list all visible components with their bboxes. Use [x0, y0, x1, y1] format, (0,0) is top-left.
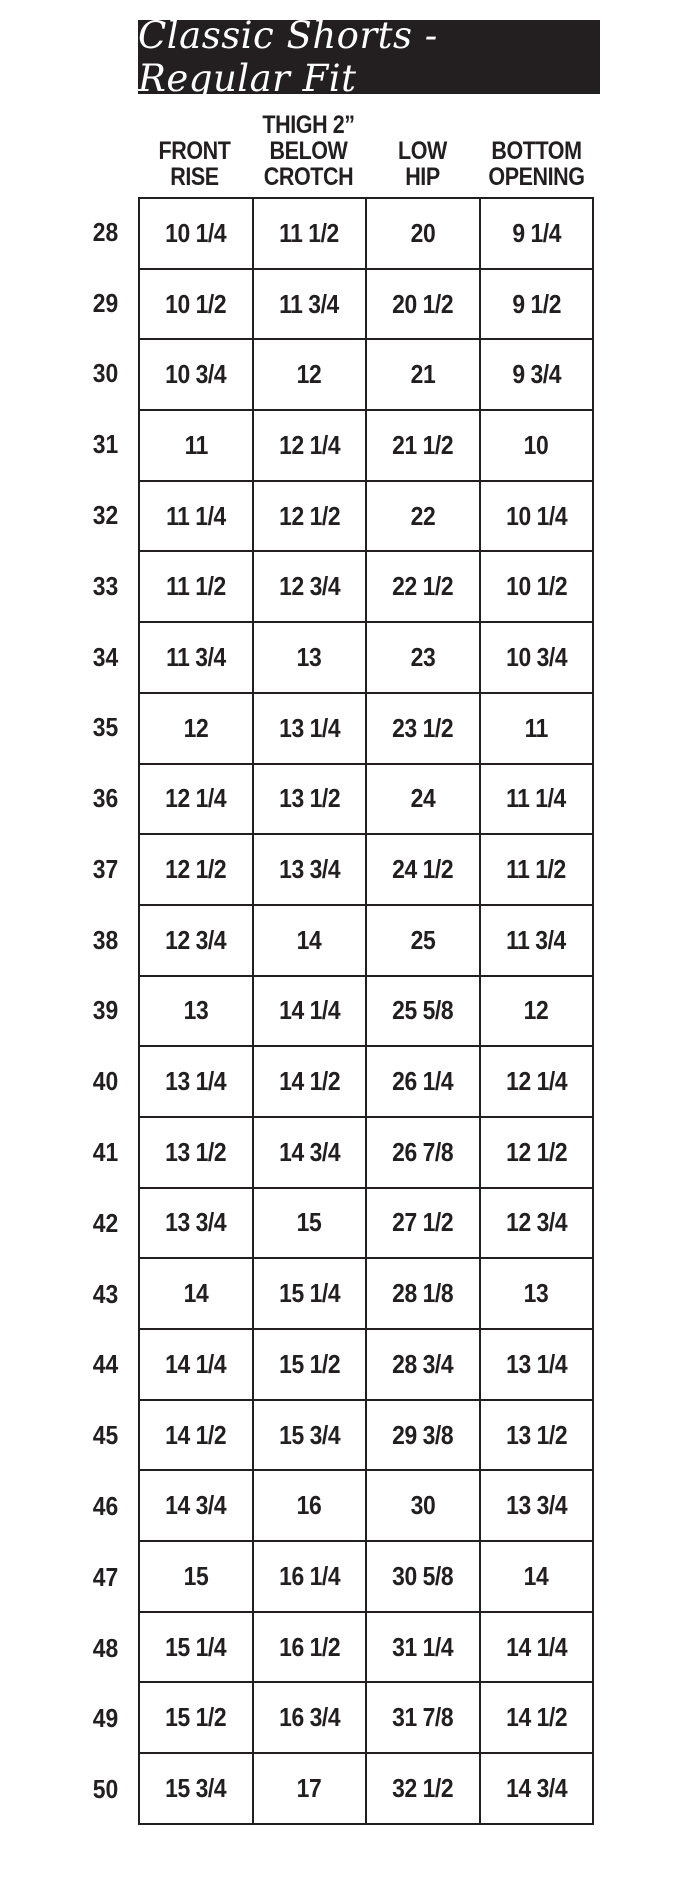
cell-value: 13: [183, 995, 209, 1026]
cell-bottom-opening: [480, 1117, 594, 1188]
cell-value: 11 1/2: [279, 217, 340, 248]
size-label-text: 49: [92, 1703, 118, 1734]
size-label-text: 35: [92, 712, 118, 743]
size-label: [80, 976, 130, 1047]
cell-value: 16: [296, 1490, 322, 1521]
cell-value: 24: [410, 783, 436, 814]
size-label: [80, 834, 130, 905]
cell-front-rise: [139, 1046, 253, 1117]
cell-value: 14 3/4: [505, 1773, 567, 1804]
cell-value: 14: [183, 1278, 209, 1309]
cell-value: 23: [410, 641, 436, 672]
size-label: [80, 905, 130, 976]
table-row: [139, 339, 593, 410]
cell-value: 21: [410, 359, 436, 390]
cell-value: 14 1/4: [278, 995, 340, 1026]
table-row: [139, 1046, 593, 1117]
table-row: [139, 622, 593, 693]
cell-thigh: [253, 1117, 367, 1188]
cell-front-rise: [139, 339, 253, 410]
cell-front-rise: [139, 1400, 253, 1471]
cell-value: 12: [296, 359, 322, 390]
cell-thigh: [253, 1400, 367, 1471]
size-label-text: 34: [92, 641, 118, 672]
cell-value: 12 1/2: [278, 500, 340, 531]
cell-value: 26 7/8: [392, 1136, 454, 1167]
cell-value: 12 1/4: [278, 429, 340, 460]
cell-value: 13 1/4: [278, 712, 340, 743]
cell-front-rise: [139, 198, 253, 269]
table-row: [139, 269, 593, 340]
cell-thigh: [253, 1258, 367, 1329]
cell-value: 15 1/2: [278, 1348, 340, 1379]
table-row: [139, 481, 593, 552]
cell-value: 15 3/4: [278, 1419, 340, 1450]
cell-thigh: [253, 1541, 367, 1612]
cell-value: 15 1/4: [165, 1631, 227, 1662]
chart-title: Classic Shorts - Regular Fit: [138, 14, 438, 100]
cell-bottom-opening: [480, 269, 594, 340]
size-label-text: 33: [92, 570, 118, 601]
cell-value: 22 1/2: [392, 571, 454, 602]
cell-low-hip: [366, 1682, 480, 1753]
cell-value: 14 1/2: [278, 1066, 340, 1097]
cell-low-hip: [366, 764, 480, 835]
table-row: [139, 1753, 593, 1824]
cell-value: 14 1/4: [165, 1348, 227, 1379]
column-header-low-hip: LOW HIP: [398, 137, 447, 191]
cell-value: 13 1/4: [165, 1066, 227, 1097]
cell-value: 12 3/4: [278, 571, 340, 602]
table-row: [139, 1188, 593, 1259]
cell-value: 9 1/2: [511, 288, 561, 319]
cell-thigh: [253, 1329, 367, 1400]
cell-front-rise: [139, 1258, 253, 1329]
size-label: [80, 1683, 130, 1754]
cell-bottom-opening: [480, 764, 594, 835]
cell-value: 32 1/2: [392, 1773, 454, 1804]
cell-value: 16 3/4: [278, 1702, 340, 1733]
column-header-front-rise: FRONT RISE: [158, 137, 231, 191]
cell-front-rise: [139, 1682, 253, 1753]
size-label: [80, 480, 130, 551]
cell-thigh: [253, 551, 367, 622]
cell-value: 30 5/8: [392, 1560, 454, 1591]
cell-value: 10 1/2: [505, 571, 567, 602]
cell-low-hip: [366, 1188, 480, 1259]
size-label: [80, 1754, 130, 1825]
cell-value: 25: [410, 924, 436, 955]
cell-thigh: [253, 622, 367, 693]
size-label-text: 47: [92, 1561, 118, 1592]
cell-front-rise: [139, 834, 253, 905]
size-label: [80, 1046, 130, 1117]
size-label-text: 41: [92, 1137, 118, 1168]
size-label-text: 31: [92, 429, 118, 460]
cell-value: 14 1/2: [505, 1702, 567, 1733]
cell-value: 10 3/4: [505, 641, 567, 672]
cell-thigh: [253, 764, 367, 835]
cell-bottom-opening: [480, 1541, 594, 1612]
cell-thigh: [253, 1682, 367, 1753]
table-row: [139, 976, 593, 1047]
cell-value: 11 1/2: [506, 854, 567, 885]
cell-value: 31 7/8: [392, 1702, 454, 1733]
cell-low-hip: [366, 1400, 480, 1471]
cell-value: 13 1/2: [278, 783, 340, 814]
cell-low-hip: [366, 1541, 480, 1612]
size-chart-table: [138, 197, 594, 1825]
cell-bottom-opening: [480, 1612, 594, 1683]
cell-low-hip: [366, 269, 480, 340]
cell-thigh: [253, 410, 367, 481]
cell-bottom-opening: [480, 339, 594, 410]
chart-title-banner: [138, 14, 600, 100]
cell-value: 13 1/2: [505, 1419, 567, 1450]
cell-thigh: [253, 905, 367, 976]
cell-thigh: [253, 1046, 367, 1117]
size-label: [80, 197, 130, 268]
cell-bottom-opening: [480, 834, 594, 905]
table-row: [139, 1682, 593, 1753]
cell-front-rise: [139, 1188, 253, 1259]
cell-front-rise: [139, 976, 253, 1047]
table-row: [139, 198, 593, 269]
table-row: [139, 1329, 593, 1400]
cell-value: 29 3/8: [392, 1419, 454, 1450]
size-label-text: 40: [92, 1066, 118, 1097]
cell-value: 15: [183, 1560, 209, 1591]
size-label-text: 45: [92, 1420, 118, 1451]
cell-value: 22: [410, 500, 436, 531]
cell-value: 14 1/2: [165, 1419, 227, 1450]
cell-thigh: [253, 269, 367, 340]
cell-value: 13 3/4: [278, 854, 340, 885]
cell-value: 12 3/4: [505, 1207, 567, 1238]
cell-value: 11 3/4: [506, 924, 567, 955]
cell-bottom-opening: [480, 1046, 594, 1117]
size-label-text: 32: [92, 500, 118, 531]
column-header-thigh: THIGH 2” BELOW CROTCH: [262, 111, 355, 191]
cell-value: 10 1/4: [165, 217, 227, 248]
cell-value: 13 1/2: [165, 1136, 227, 1167]
cell-value: 9 3/4: [511, 359, 561, 390]
cell-bottom-opening: [480, 1470, 594, 1541]
cell-value: 15 1/4: [278, 1278, 340, 1309]
cell-value: 12 1/4: [505, 1066, 567, 1097]
cell-low-hip: [366, 1258, 480, 1329]
size-label: [80, 692, 130, 763]
cell-front-rise: [139, 269, 253, 340]
size-label: [80, 409, 130, 480]
size-labels-column: [80, 197, 130, 1825]
cell-thigh: [253, 198, 367, 269]
size-label: [80, 1471, 130, 1542]
size-label-text: 43: [92, 1278, 118, 1309]
cell-low-hip: [366, 693, 480, 764]
cell-low-hip: [366, 905, 480, 976]
cell-thigh: [253, 1753, 367, 1824]
cell-front-rise: [139, 693, 253, 764]
size-label: [80, 1542, 130, 1613]
cell-value: 14 1/4: [505, 1631, 567, 1662]
cell-value: 31 1/4: [392, 1631, 454, 1662]
size-label-text: 29: [92, 287, 118, 318]
cell-value: 11 3/4: [165, 641, 226, 672]
cell-front-rise: [139, 622, 253, 693]
table-row: [139, 834, 593, 905]
cell-value: 20: [410, 217, 436, 248]
cell-value: 12 1/2: [165, 854, 227, 885]
cell-low-hip: [366, 551, 480, 622]
table-row: [139, 410, 593, 481]
cell-value: 20 1/2: [392, 288, 454, 319]
cell-thigh: [253, 693, 367, 764]
cell-low-hip: [366, 339, 480, 410]
cell-bottom-opening: [480, 1682, 594, 1753]
cell-value: 11 1/2: [165, 571, 226, 602]
cell-bottom-opening: [480, 976, 594, 1047]
table-row: [139, 1470, 593, 1541]
cell-value: 12: [183, 712, 209, 743]
cell-low-hip: [366, 1117, 480, 1188]
cell-value: 15 1/2: [165, 1702, 227, 1733]
table-row: [139, 905, 593, 976]
cell-bottom-opening: [480, 481, 594, 552]
size-label-text: 42: [92, 1207, 118, 1238]
cell-value: 16 1/2: [278, 1631, 340, 1662]
cell-value: 14: [296, 924, 322, 955]
size-chart-body: [139, 198, 593, 1824]
cell-value: 11: [524, 712, 548, 743]
cell-value: 28 3/4: [392, 1348, 454, 1379]
table-row: [139, 551, 593, 622]
cell-bottom-opening: [480, 198, 594, 269]
size-label: [80, 622, 130, 693]
cell-value: 28 1/8: [392, 1278, 454, 1309]
cell-front-rise: [139, 905, 253, 976]
cell-low-hip: [366, 1470, 480, 1541]
cell-value: 17: [296, 1773, 322, 1804]
size-label-text: 48: [92, 1632, 118, 1663]
cell-value: 27 1/2: [392, 1207, 454, 1238]
column-header-bottom-opening: BOTTOM OPENING: [488, 137, 585, 191]
cell-low-hip: [366, 834, 480, 905]
cell-value: 13 1/4: [505, 1348, 567, 1379]
cell-front-rise: [139, 1541, 253, 1612]
table-row: [139, 764, 593, 835]
cell-low-hip: [366, 1612, 480, 1683]
size-label: [80, 1330, 130, 1401]
cell-value: 26 1/4: [392, 1066, 454, 1097]
size-label-text: 46: [92, 1490, 118, 1521]
cell-bottom-opening: [480, 1753, 594, 1824]
cell-thigh: [253, 976, 367, 1047]
cell-value: 13 3/4: [505, 1490, 567, 1521]
cell-value: 13 3/4: [165, 1207, 227, 1238]
size-label: [80, 1400, 130, 1471]
cell-low-hip: [366, 1329, 480, 1400]
table-row: [139, 1258, 593, 1329]
size-label: [80, 1188, 130, 1259]
cell-front-rise: [139, 1470, 253, 1541]
cell-low-hip: [366, 198, 480, 269]
cell-value: 12: [523, 995, 549, 1026]
cell-low-hip: [366, 481, 480, 552]
cell-front-rise: [139, 1329, 253, 1400]
size-label-text: 37: [92, 853, 118, 884]
size-label-text: 30: [92, 358, 118, 389]
cell-value: 12 3/4: [165, 924, 227, 955]
cell-value: 16 1/4: [278, 1560, 340, 1591]
cell-bottom-opening: [480, 622, 594, 693]
size-label: [80, 1117, 130, 1188]
table-row: [139, 1541, 593, 1612]
cell-value: 15: [296, 1207, 322, 1238]
cell-value: 12 1/2: [505, 1136, 567, 1167]
cell-value: 11 3/4: [279, 288, 340, 319]
size-label: [80, 268, 130, 339]
cell-low-hip: [366, 976, 480, 1047]
cell-front-rise: [139, 410, 253, 481]
cell-bottom-opening: [480, 1258, 594, 1329]
cell-bottom-opening: [480, 693, 594, 764]
cell-bottom-opening: [480, 1329, 594, 1400]
cell-bottom-opening: [480, 410, 594, 481]
cell-thigh: [253, 1470, 367, 1541]
cell-bottom-opening: [480, 1400, 594, 1471]
size-label-text: 38: [92, 924, 118, 955]
cell-low-hip: [366, 1046, 480, 1117]
table-row: [139, 1612, 593, 1683]
table-row: [139, 1400, 593, 1471]
cell-low-hip: [366, 622, 480, 693]
cell-value: 15 3/4: [165, 1773, 227, 1804]
cell-value: 10: [523, 429, 549, 460]
table-row: [139, 1117, 593, 1188]
cell-value: 25 5/8: [392, 995, 454, 1026]
cell-front-rise: [139, 1117, 253, 1188]
size-label-text: 36: [92, 783, 118, 814]
cell-bottom-opening: [480, 1188, 594, 1259]
cell-bottom-opening: [480, 905, 594, 976]
cell-value: 13: [523, 1278, 549, 1309]
size-label: [80, 551, 130, 622]
cell-bottom-opening: [480, 551, 594, 622]
size-label-text: 28: [92, 216, 118, 247]
cell-value: 13: [296, 641, 322, 672]
cell-value: 14: [523, 1560, 549, 1591]
size-label-text: 39: [92, 995, 118, 1026]
cell-value: 10 1/4: [505, 500, 567, 531]
cell-value: 11: [184, 429, 208, 460]
cell-front-rise: [139, 1612, 253, 1683]
cell-value: 30: [410, 1490, 436, 1521]
cell-front-rise: [139, 481, 253, 552]
cell-value: 10 1/2: [165, 288, 227, 319]
cell-value: 14 3/4: [278, 1136, 340, 1167]
cell-value: 11 1/4: [165, 500, 226, 531]
size-label: [80, 1613, 130, 1684]
cell-value: 9 1/4: [511, 217, 561, 248]
size-label: [80, 1259, 130, 1330]
cell-front-rise: [139, 764, 253, 835]
table-row: [139, 693, 593, 764]
cell-low-hip: [366, 410, 480, 481]
cell-value: 23 1/2: [392, 712, 454, 743]
cell-value: 21 1/2: [392, 429, 454, 460]
size-label: [80, 339, 130, 410]
cell-value: 10 3/4: [165, 359, 227, 390]
cell-value: 11 1/4: [506, 783, 567, 814]
cell-thigh: [253, 339, 367, 410]
cell-thigh: [253, 1188, 367, 1259]
size-label-text: 50: [92, 1774, 118, 1805]
cell-thigh: [253, 834, 367, 905]
size-label: [80, 763, 130, 834]
cell-value: 12 1/4: [165, 783, 227, 814]
cell-front-rise: [139, 551, 253, 622]
size-label-text: 44: [92, 1349, 118, 1380]
cell-value: 14 3/4: [165, 1490, 227, 1521]
cell-front-rise: [139, 1753, 253, 1824]
cell-value: 24 1/2: [392, 854, 454, 885]
cell-thigh: [253, 481, 367, 552]
cell-low-hip: [366, 1753, 480, 1824]
cell-thigh: [253, 1612, 367, 1683]
